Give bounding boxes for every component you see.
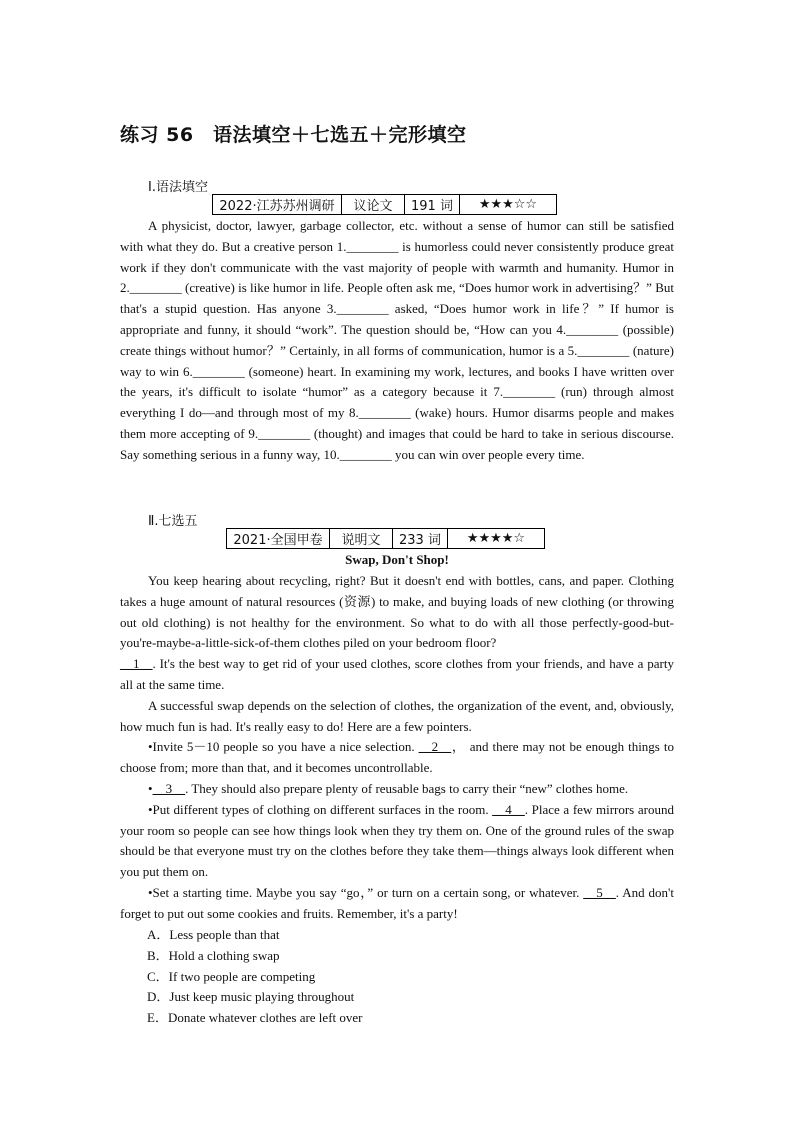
info-source: 2022·江苏苏州调研 — [213, 195, 342, 215]
blank-2[interactable]: __2__ — [418, 739, 452, 755]
option-d[interactable]: D．Just keep music playing throughout — [147, 989, 355, 1005]
bullet-1 — [120, 737, 674, 779]
option-b[interactable]: B．Hold a clothing swap — [147, 947, 280, 963]
passage-subtitle: Swap, Don't Shop! — [345, 552, 449, 567]
bullet-4 — [120, 883, 674, 925]
answer-options — [147, 925, 362, 1029]
seven-five-passage — [120, 571, 674, 925]
info-source: 2021·全国甲卷 — [227, 529, 330, 549]
bullet-3-text-end: . Place a few mirrors around your room so people can see how things look when they try them on. One of the ground rules of the swap should be that everyone must try on the clothes before they take them—things always look different when you put them on. — [120, 801, 674, 880]
blank-5[interactable]: __5__ — [583, 884, 616, 900]
bullet-2-text: . They should also prepare plenty of reusable bags to carry their “new” clothes home. — [185, 780, 629, 796]
info-genre: 说明文 — [330, 529, 393, 549]
grammar-paragraph: A physicist, doctor, lawyer, garbage collector, etc. without a sense of humor can still be satisfied with what they do. But a creative person 1.________ is humorless could never consistently produce great work if they don't communicate with the vast majority of people with warmth and humanity. Humor in 2.________ (creative) is like humor in life. People often ask me, “Does humor work in advertising？” But that's a stupid question. Has anyone 3.________ asked, “Does humor work in life？” If humor is appropriate and funny, it should “work”. The question should be, “How can you 4.________ (possible) create things without humor？” Certainly, in all forms of communication, humor is a 5.________ (nature) way to win 6.________ (someone) heart. In examining my work, lectures, and books I have written over the years, it's difficult to isolate “humor” as a category because it 7.________ (run) through almost everything I do—and through most of my 8.________ (wake) hours. Humor disarms people and makes them more accepting of 9.________ (thought) and images that could be hard to take in serious discourse. Say something serious in a funny way, 10.________ you can win over people every time. — [120, 218, 674, 462]
info-wordcount: 233 词 — [393, 529, 448, 549]
info-difficulty: ★★★★☆ — [447, 529, 544, 549]
bullet-2-dot: • — [148, 780, 153, 796]
grammar-passage — [120, 216, 674, 466]
paragraph-1b-text: . It's the best way to get rid of your used clothes, score clothes from your friends, and have a party all at the same time. — [120, 656, 674, 692]
bullet-3-text: •Put different types of clothing on different surfaces in the room. — [148, 801, 493, 817]
option-c[interactable]: C．If two people are competing — [147, 968, 316, 984]
section-2-label: Ⅱ.七选五 — [148, 514, 198, 529]
bullet-3 — [120, 800, 674, 883]
bullet-1-text-end: ， and there may not be enough things to choose from; more than that, and it becomes uncontrollable. — [120, 739, 674, 776]
paragraph-1: You keep hearing about recycling, right? But it doesn't end with bottles, cans, and paper. Clothing takes a huge amount of natural resources (资源) to make, and buying loads of new clothing (or throwing out old clothing) is not healthy for the environment. So what to do with all those perfectly-good-but-you're-maybe-a-little-sick-of-them clothes piled on your bedroom floor? — [120, 573, 674, 651]
section-2-info-table — [226, 528, 545, 549]
bullet-2 — [120, 779, 674, 800]
bullet-1-text: •Invite 5－10 people so you have a nice selection. — [148, 739, 419, 755]
blank-3[interactable]: __3__ — [152, 780, 186, 796]
option-a[interactable]: A．Less people than that — [147, 927, 280, 942]
blank-4[interactable]: __4__ — [492, 801, 525, 817]
option-e[interactable]: E．Donate whatever clothes are left over — [147, 1010, 363, 1026]
section-1-info-table — [212, 194, 557, 215]
info-genre: 议论文 — [342, 195, 405, 215]
blank-1[interactable]: __1__ — [120, 656, 153, 672]
paragraph-1b — [120, 654, 674, 696]
paragraph-2: A successful swap depends on the selection of clothes, the organization of the event, and, obviously, how much fun is had. It's really easy to do! Here are a few pointers. — [120, 697, 674, 734]
info-wordcount: 191 词 — [405, 195, 460, 215]
section-1-label: Ⅰ.语法填空 — [148, 180, 208, 195]
info-difficulty: ★★★☆☆ — [459, 195, 556, 215]
bullet-4-text: •Set a starting time. Maybe you say “go，” or turn on a certain song, or whatever. — [148, 884, 584, 900]
bullet-4-text-end: . And don't forget to put out some cookies and fruits. Remember, it's a party! — [120, 884, 675, 921]
page-title: 练习 56 语法填空＋七选五＋完形填空 — [120, 124, 467, 146]
